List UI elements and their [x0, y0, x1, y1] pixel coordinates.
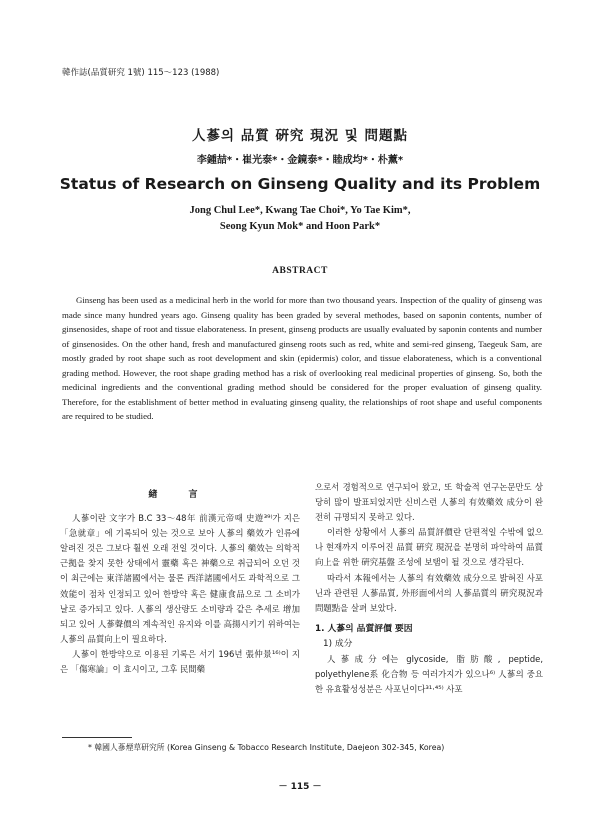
journal-citation: 韓作誌(品質研究 1號) 115～123 (1988) [62, 68, 220, 78]
section-1-subheading: 1) 成分 [323, 638, 353, 649]
footnote: * 韓國人蔘煙草研究所 (Korea Ginseng & Tobacco Research Institute, Daejeon 302-345, Korea) [88, 743, 445, 752]
left-paragraph-1: 人蔘이란 文字가 B.C 33～48年 前漢元帝때 史遊³⁹⁾가 지은 「急就章」에 기록되어 있는 것으로 보아 人蔘의 藥效가 인류에 알려진 것은 그보다 훨씬 오래 전일 것이다. 人蔘의 藥效는 의학적 근拠을 찾지 못한 상태에서 靈藥 혹은 神藥으로 취급되어 오던 것이 최근에는 東洋諸國에서는 물론 西洋諸國에서도 과학적으로 그 效能이 점차 인정되고 있어 한방약 혹은 健康食品으로 그 소비가 날로 증가되고 있다. 人蔘의 생산량도 소비량과 같은 추세로 增加되고 있어 人蔘聲價의 계속적인 유지와 이를 高揚시키기 위하여는 人蔘의 品質向上이 필요하다. [60, 513, 300, 644]
english-authors-line2: Seong Kyun Mok* and Hoon Park* [219, 221, 381, 232]
abstract-text: Ginseng has been used as a medicinal herb in the world for more than two thousand years. Inspection of the quality of ginseng was made since many hundred years ago. Ginseng quality has been graded by several methodes, based on saponin contents, number of ginsenosides, shape of root and tissue elaborateness. In present, ginseng products are usually evaluated by saponin contents and number of ginsenosides. On the other hand, fresh and manufactured ginseng roots such as red, white and semi-red ginseng, Taegeuk Sam, are mostly graded by root shape such as root development and skin (epidermis) color, and tissue elaborateness, which is a conventional grading method. However, the root shape grading method has a risk of overlooking real medicinal properties of ginseng. So, both the medicinal ingredients and the conventional grading method should be considered for the proper evaluation of ginseng quality. Therefore, for the establishment of better method in evaluating ginseng quality, the relationships of root shape and useful components are required to be studied. [62, 295, 542, 421]
english-authors [0, 203, 600, 235]
english-authors-line1: Jong Chul Lee*, Kwang Tae Choi*, Yo Tae Kim*, [189, 205, 411, 216]
intro-heading: 緖 言 [148, 490, 212, 500]
right-column [315, 480, 543, 697]
left-paragraph-2: 人蔘이 한방약으로 이용된 기록은 서기 196년 張仲景¹⁶⁾이 지은 「傷寒論」이 효시이고, 그후 民間藥 [60, 648, 300, 675]
footnote-rule [62, 737, 132, 738]
page-number: － 115 － [278, 782, 322, 792]
left-column [60, 480, 300, 677]
english-title: Status of Research on Ginseng Quality and its Problem [59, 175, 541, 193]
korean-authors: 李鍾喆*・崔光泰*・金鏡泰*・睦成均*・朴薰* [196, 155, 404, 166]
korean-title: 人蔘의 品質 硏究 現況 및 問題點 [191, 128, 409, 144]
right-paragraph-2: 이러한 상황에서 人蔘의 品質評價란 단편적일 수밖에 없으나 현재까지 이루어진 品質 硏究 現況을 분명히 파악하여 品質 向上을 위한 硏究基盤 조성에 보탬이 될 것으로 생각된다. [315, 527, 543, 568]
right-paragraph-3: 따라서 本報에서는 人蔘의 有效藥效 成分으로 밝혀진 사포닌과 관련된 人蔘品質, 外形面에서의 人蔘品質의 硏究現況과 問題點을 살펴 보았다. [315, 572, 543, 613]
abstract-heading: ABSTRACT [272, 266, 328, 276]
right-paragraph-4: 人蔘成分에는 glycoside, 脂肪酸, peptide, polyethylene系 化合物 등 여러가지가 있으나⁶⁾ 人蔘의 중요한 유효활성성분은 사포닌이다³¹·⁴⁵⁾ 사포 [315, 654, 543, 695]
right-paragraph-1: 으로서 경험적으로 연구되어 왔고, 또 학술적 연구논문만도 상당히 많이 발표되었지만 신비스런 人蔘의 有效藥效 成分이 완전히 규명되지 못하고 있다. [315, 482, 543, 523]
section-1-heading: 1. 人蔘의 品質評價 要因 [315, 623, 413, 634]
